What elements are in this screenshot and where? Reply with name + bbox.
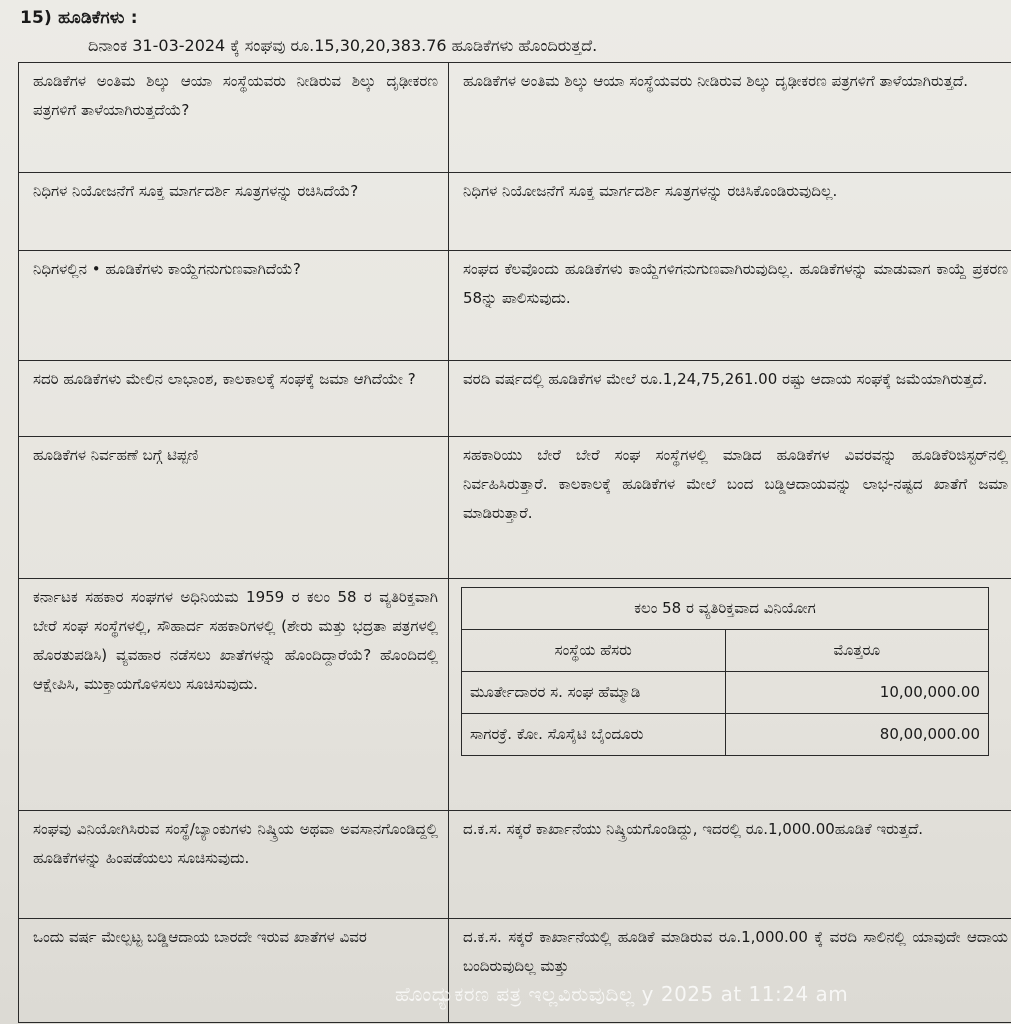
- col-amount: ಮೊತ್ತರೂ: [725, 630, 989, 672]
- intro-text: ದಿನಾಂಕ 31-03-2024 ಕ್ಕೆ ಸಂಘವು ರೂ.15,30,20,383.76 ಹೂಡಿಕೆಗಳು ಹೊಂದಿರುತ್ತದೆ.: [88, 36, 598, 55]
- timestamp-watermark: ಹೊಂದ್ಯುಕರಣ ಪತ್ರ ಇಲ್ಲವಿರುವುದಿಲ್ಲ y 2025 at 11:24 am: [395, 982, 849, 1006]
- answer-cell: ಸಂಘದ ಕೆಲವೊಂದು ಹೂಡಿಕೆಗಳು ಕಾಯ್ದೆಗಳಿಗನುಗುಣವಾಗಿರುವುದಿಲ್ಲ. ಹೂಡಿಕೆಗಳನ್ನು ಮಾಡುವಾಗ ಕಾಯ್ದೆ ಪ್ರಕರಣ 58ನ್ನು ಪಾಲಿಸುವುದು.: [449, 251, 1011, 361]
- question-cell: ನಿಧಿಗಳಲ್ಲಿನ • ಹೂಡಿಕೆಗಳು ಕಾಯ್ದೆಗನುಗುಣವಾಗಿದೆಯೆ?: [19, 251, 449, 361]
- question-cell: ಸಂಘವು ವಿನಿಯೋಗಿಸಿರುವ ಸಂಸ್ಥೆ/ಬ್ಯಾಂಕುಗಳು ನಿಷ್ಕ್ರಿಯ ಅಥವಾ ಅವಸಾನಗೊಂಡಿದ್ದಲ್ಲಿ ಹೂಡಿಕೆಗಳನ್ನು ಹಿಂಪಡೆಯಲು ಸೂಚಿಸುವುದು.: [19, 811, 449, 919]
- table-row: [19, 361, 1011, 437]
- institution-name: ಮೂರ್ತೇದಾರರ ಸ. ಸಂಘ ಹೆಮ್ಮಾಡಿ: [462, 672, 726, 714]
- table-row: [19, 811, 1011, 919]
- answer-cell: ದ.ಕ.ಸ. ಸಕ್ಕರೆ ಕಾರ್ಖಾನೆಯು ನಿಷ್ಕ್ರಿಯಗೊಂಡಿದ್ದು, ಇದರಲ್ಲಿ ರೂ.1,000.00ಹೂಡಿಕೆ ಇರುತ್ತದೆ.: [449, 811, 1011, 919]
- table-row: [19, 437, 1011, 579]
- answer-cell: ನಿಧಿಗಳ ನಿಯೋಜನೆಗೆ ಸೂಕ್ತ ಮಾರ್ಗದರ್ಶಿ ಸೂತ್ರಗಳನ್ನು ರಚಿಸಿಕೊಂಡಿರುವುದಿಲ್ಲ.: [449, 173, 1011, 251]
- question-cell: ಹೂಡಿಕೆಗಳ ನಿರ್ವಹಣೆ ಬಗ್ಗೆ ಟಿಪ್ಪಣಿ: [19, 437, 449, 579]
- table-row: [19, 919, 1011, 1023]
- table-row: [19, 173, 1011, 251]
- col-institution-name: ಸಂಸ್ಥೆಯ ಹೆಸರು: [462, 630, 726, 672]
- answer-cell: ಸಹಕಾರಿಯು ಬೇರೆ ಬೇರೆ ಸಂಘ ಸಂಸ್ಥೆಗಳಲ್ಲಿ ಮಾಡಿದ ಹೂಡಿಕೆಗಳ ವಿವರವನ್ನು ಹೂಡಿಕೆರಿಜಿಸ್ಟರ್‌ನಲ್ಲಿ ನಿರ್ವಹಿಸಿರುತ್ತಾರೆ. ಕಾಲಕಾಲಕ್ಕೆ ಹೂಡಿಕೆಗಳ ಮೇಲೆ ಬಂದ ಬಡ್ಡಿಆದಾಯವನ್ನು ಲಾಭ-ನಷ್ಟದ ಖಾತೆಗೆ ಜಮಾ ಮಾಡಿರುತ್ತಾರೆ.: [449, 437, 1011, 579]
- question-cell: ಹೂಡಿಕೆಗಳ ಅಂತಿಮ ಶಿಲ್ಕು ಆಯಾ ಸಂಸ್ಥೆಯವರು ನೀಡಿರುವ ಶಿಲ್ಕು ದೃಢೀಕರಣ ಪತ್ರಗಳಿಗೆ ತಾಳೆಯಾಗಿರುತ್ತದೆಯೆ?: [19, 63, 449, 173]
- answer-cell: [449, 579, 1011, 811]
- violation-header-row: [462, 630, 989, 672]
- violation-caption-row: [462, 588, 989, 630]
- table-row: [462, 672, 989, 714]
- question-cell: ಕರ್ನಾಟಕ ಸಹಕಾರ ಸಂಘಗಳ ಅಧಿನಿಯಮ 1959 ರ ಕಲಂ 58 ರ ವ್ಯತಿರಿಕ್ತವಾಗಿ ಬೇರೆ ಸಂಘ ಸಂಸ್ಥೆಗಳಲ್ಲಿ, ಸೌಹಾರ್ದ ಸಹಕಾರಿಗಳಲ್ಲಿ (ಶೇರು ಮತ್ತು ಭದ್ರತಾ ಪತ್ರಗಳಲ್ಲಿ ಹೊರತುಪಡಿಸಿ) ವ್ಯವಹಾರ ನಡೆಸಲು ಖಾತೆಗಳನ್ನು ಹೊಂದಿದ್ದಾರೆಯೆ? ಹೊಂದಿದಲ್ಲಿ ಆಕ್ಷೇಪಿಸಿ, ಮುಕ್ತಾಯಗೊಳಿಸಲು ಸೂಚಿಸುವುದು.: [19, 579, 449, 811]
- violation-table: [461, 587, 989, 756]
- institution-amount: 80,00,000.00: [725, 714, 989, 756]
- institution-name: ಸಾಗರಕ್ರೆ. ಕೋ. ಸೊಸೈಟಿ ಬೈಂದೂರು: [462, 714, 726, 756]
- investments-table: [18, 62, 1011, 1023]
- table-row: [19, 63, 1011, 173]
- question-cell: ಸದರಿ ಹೂಡಿಕೆಗಳು ಮೇಲಿನ ಲಾಭಾಂಶ, ಕಾಲಕಾಲಕ್ಕೆ ಸಂಘಕ್ಕೆ ಜಮಾ ಆಗಿದೆಯೇ ?: [19, 361, 449, 437]
- question-cell: ಒಂದು ವರ್ಷ ಮೇಲ್ಪಟ್ಟ ಬಡ್ಡಿಆದಾಯ ಬಾರದೇ ಇರುವ ಖಾತೆಗಳ ವಿವರ: [19, 919, 449, 1023]
- question-cell: ನಿಧಿಗಳ ನಿಯೋಜನೆಗೆ ಸೂಕ್ತ ಮಾರ್ಗದರ್ಶಿ ಸೂತ್ರಗಳನ್ನು ರಚಿಸಿದೆಯೆ?: [19, 173, 449, 251]
- violation-caption: ಕಲಂ 58 ರ ವ್ಯತಿರಿಕ್ತವಾದ ವಿನಿಯೋಗ: [462, 588, 989, 630]
- table-row: [19, 251, 1011, 361]
- answer-cell: ದ.ಕ.ಸ. ಸಕ್ಕರೆ ಕಾರ್ಖಾನೆಯಲ್ಲಿ ಹೂಡಿಕೆ ಮಾಡಿರುವ ರೂ.1,000.00 ಕ್ಕೆ ವರದಿ ಸಾಲಿನಲ್ಲಿ ಯಾವುದೇ ಆದಾಯ ಬಂದಿರುವುದಿಲ್ಲ ಮತ್ತು: [449, 919, 1011, 1023]
- table-row: [462, 714, 989, 756]
- institution-amount: 10,00,000.00: [725, 672, 989, 714]
- answer-cell: ಹೂಡಿಕೆಗಳ ಅಂತಿಮ ಶಿಲ್ಕು ಆಯಾ ಸಂಸ್ಥೆಯವರು ನೀಡಿರುವ ಶಿಲ್ಕು ದೃಢೀಕರಣ ಪತ್ರಗಳಿಗೆ ತಾಳೆಯಾಗಿರುತ್ತದೆ.: [449, 63, 1011, 173]
- table-row: [19, 579, 1011, 811]
- answer-cell: ವರದಿ ವರ್ಷದಲ್ಲಿ ಹೂಡಿಕೆಗಳ ಮೇಲೆ ರೂ.1,24,75,261.00 ರಷ್ಟು ಆದಾಯ ಸಂಘಕ್ಕೆ ಜಮೆಯಾಗಿರುತ್ತದೆ.: [449, 361, 1011, 437]
- section-heading: 15) ಹೂಡಿಕೆಗಳು :: [20, 8, 138, 28]
